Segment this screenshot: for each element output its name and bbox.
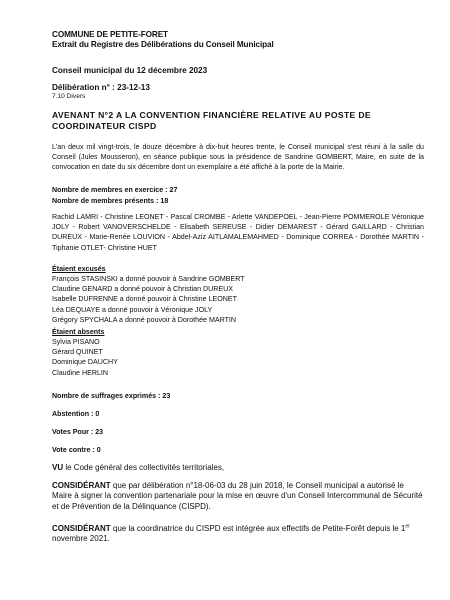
excused-line: Claudine GENARD a donné pouvoir à Christian DUREUX xyxy=(52,285,233,294)
excused-line: Isabelle DUFRENNE a donné pouvoir à Christine LEONET xyxy=(52,295,237,304)
commune-name: COMMUNE DE PETITE-FORET xyxy=(52,30,168,39)
vu-text: le Code général des collectivités territoriales, xyxy=(63,463,225,472)
absent-line: Dominique DAUCHY xyxy=(52,358,118,367)
absent-line: Claudine HERLIN xyxy=(52,368,108,377)
members-exercice: Nombre de membres en exercice : 27 xyxy=(52,186,178,194)
deliberation-category: 7.10 Divers xyxy=(52,93,86,100)
excused-line: Léa DEQUAYE a donné pouvoir à Véronique JOLY xyxy=(52,305,213,314)
absent-line: Gérard QUINET xyxy=(52,348,103,357)
abstention-count: Abstention : 0 xyxy=(52,410,100,418)
members-count xyxy=(52,185,177,206)
excused-line: François STASINSKI a donné pouvoir à Sandrine GOMBERT xyxy=(52,275,245,283)
vu-lead: VU xyxy=(52,463,64,472)
excused-heading: Étaient excusés xyxy=(52,265,106,273)
absent-line: Sylvia PISANO xyxy=(52,338,100,346)
members-presents: Nombre de membres présents : 18 xyxy=(52,196,169,205)
absent-heading: Étaient absents xyxy=(52,328,105,336)
excused-line: Grégory SPYCHALA a donné pouvoir à Dorothée MARTIN xyxy=(52,315,237,324)
intro-paragraph: L'an deux mil vingt-trois, le douze décembre à dix-huit heures trente, le Conseil municipal s'est réuni à la salle du Conseil (Jules Mousseron), en séance publique sous la présidence de Sandrine GOMBERT, Maire, en suite de la convocation en date du six décembre dont un exemplaire a été affiché à la porte de la Mairie. xyxy=(52,143,424,172)
document-page xyxy=(52,30,424,544)
deliberation-title: AVENANT N°2 A LA CONVENTION FINANCIÈRE RELATIVE AU POSTE DE COORDINATEUR CISPD xyxy=(52,110,371,131)
considerant-text-end: novembre 2021. xyxy=(52,534,110,544)
considerant-clause-1 xyxy=(52,481,424,512)
votes-contre-count: Vote contre : 0 xyxy=(52,446,101,454)
considerant-lead: CONSIDÉRANT xyxy=(52,481,111,490)
excused-section xyxy=(52,264,245,325)
absent-section xyxy=(52,327,118,378)
ordinal-suffix: er xyxy=(405,523,410,530)
conseil-date: Conseil municipal du 12 décembre 2023 xyxy=(52,66,208,75)
considerant-lead: CONSIDÉRANT xyxy=(52,524,111,533)
considerant-text: que la coordinatrice du CISPD est intégrée aux effectifs de Petite-Forêt depuis le 1 xyxy=(110,524,406,533)
deliberation-number: Délibération n° : 23-12-13 xyxy=(52,83,150,92)
considerant-text: que par délibération n°18-06-03 du 28 juin 2018, le Conseil municipal a autorisé le Maire à signer la convention partenariale pour la mise en œuvre d'un Conseil Intercommunal de Sécurité et de Prévention de la Délinquance (CISPD). xyxy=(52,481,423,511)
votes-pour-count: Votes Pour : 23 xyxy=(52,428,104,436)
suffrages-count: Nombre de suffrages exprimés : 23 xyxy=(52,392,171,400)
registre-title: Extrait du Registre des Délibérations du Conseil Municipal xyxy=(52,40,274,49)
present-members-list: Rachid LAMRI - Christine LEONET - Pascal CROMBE - Arlette VANDEPOEL - Jean-Pierre POMMEROLE Véronique JOLY - Robert VANOVERSCHELDE - Elisabeth SEREUSE - Didier DEMAREST - Gérard GAILLARD - Christian DUREUX - Marie-Renée LOUVION - Abdel-Aziz AITLAMALEMAHMED - Dominique CORREA - Dorothée MARTIN - Tiphanie OTLET- Christine HUET xyxy=(52,213,424,252)
considerant-clause-2 xyxy=(52,524,424,545)
vu-clause xyxy=(52,463,224,472)
